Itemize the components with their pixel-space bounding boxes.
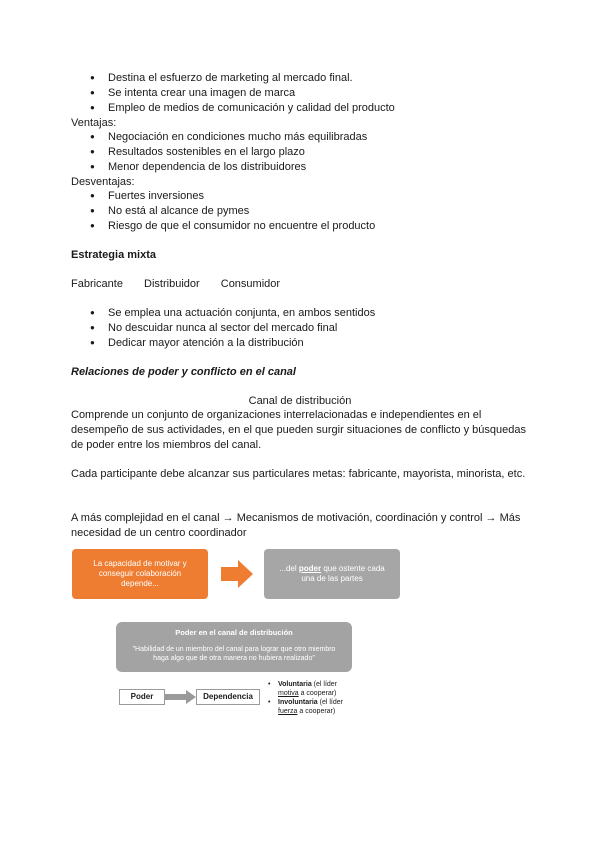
- involuntaria-key: fuerza: [278, 708, 298, 715]
- list-item: ● Riesgo de que el consumidor no encuentre el producto: [90, 219, 375, 234]
- list-item: ● Se emplea una actuación conjunta, en ambos sentidos: [90, 306, 375, 321]
- ventajas-label: Ventajas:: [71, 117, 117, 129]
- complejidad-paragraph: A más complejidad en el canal → Mecanismos de motivación, coordinación y control → Más necesidad de un centro coordinador: [71, 512, 521, 539]
- list-item: ● Negociación en condiciones mucho más equilibradas: [90, 130, 367, 145]
- voluntaria-key: motiva: [278, 690, 299, 697]
- list-item: ● Fuertes inversiones: [90, 189, 375, 204]
- involuntaria-post: a cooperar): [299, 708, 336, 715]
- voluntaria-item: [268, 680, 343, 698]
- list-item: ● No está al alcance de pymes: [90, 204, 375, 219]
- dependencia-tag: Dependencia: [196, 689, 260, 705]
- voluntaria-pre: (el líder: [313, 681, 338, 688]
- poder-tag: Poder: [119, 689, 165, 705]
- involuntaria-pre: (el líder: [319, 699, 343, 706]
- motivation-text: La capacidad de motivar y conseguir colaboración depende...: [93, 559, 187, 588]
- chain-fabricante: Fabricante: [71, 278, 123, 290]
- list-item: ● Empleo de medios de comunicación y calidad del producto: [90, 101, 395, 116]
- voluntaria-post: a cooperar): [300, 690, 337, 697]
- chain-distribuidor: Distribuidor: [144, 278, 200, 290]
- involuntaria-label: Involuntaria: [278, 699, 318, 706]
- canal-paragraph: Comprende un conjunto de organizaciones interrelacionadas e independientes en el desempeño de sus actividades, en el que pueden surgir situaciones de conflicto y búsquedas de poder entre los miembros del canal.: [71, 409, 526, 451]
- list-item: ● Dedicar mayor atención a la distribución: [90, 336, 375, 351]
- desventajas-list: [90, 189, 375, 233]
- power-prefix: ...del: [279, 564, 297, 573]
- mixta-list: [90, 306, 375, 350]
- dependency-types: [268, 680, 343, 716]
- power-text: [278, 564, 386, 584]
- list-item: ● Resultados sostenibles en el largo plazo: [90, 145, 367, 160]
- list-item: ● No descuidar nunca al sector del mercado final: [90, 321, 375, 336]
- desventajas-label: Desventajas:: [71, 176, 135, 188]
- mixta-heading: Estrategia mixta: [71, 249, 156, 261]
- power-definition-panel: [116, 622, 352, 672]
- panel-body: "Habilidad de un miembro del canal para lograr que otro miembro haga algo que de otra manera no hubiera realizado": [132, 646, 336, 662]
- list-item: ● Menor dependencia de los distribuidores: [90, 160, 367, 175]
- channel-chain: [71, 277, 298, 291]
- panel-title: Poder en el canal de distribución: [175, 628, 293, 637]
- ventajas-list: [90, 130, 367, 174]
- list-item: ● Se intenta crear una imagen de marca: [90, 86, 395, 101]
- power-suffix: que ostente cada una de las partes: [301, 564, 385, 583]
- chain-consumidor: Consumidor: [220, 278, 281, 290]
- arrow-right-icon: [221, 560, 253, 588]
- power-keyword: poder: [298, 564, 322, 573]
- motivation-box: [72, 549, 208, 599]
- intro-list: [90, 71, 395, 115]
- arrow-right-icon: [164, 690, 196, 704]
- relaciones-heading: Relaciones de poder y conflicto en el canal: [71, 366, 296, 378]
- canal-title: Canal de distribución: [248, 395, 352, 407]
- power-box: [264, 549, 400, 599]
- voluntaria-label: Voluntaria: [278, 681, 312, 688]
- involuntaria-item: [268, 698, 343, 716]
- metas-paragraph: Cada participante debe alcanzar sus particulares metas: fabricante, mayorista, minorista, etc.: [71, 468, 526, 480]
- list-item: ● Destina el esfuerzo de marketing al mercado final.: [90, 71, 395, 86]
